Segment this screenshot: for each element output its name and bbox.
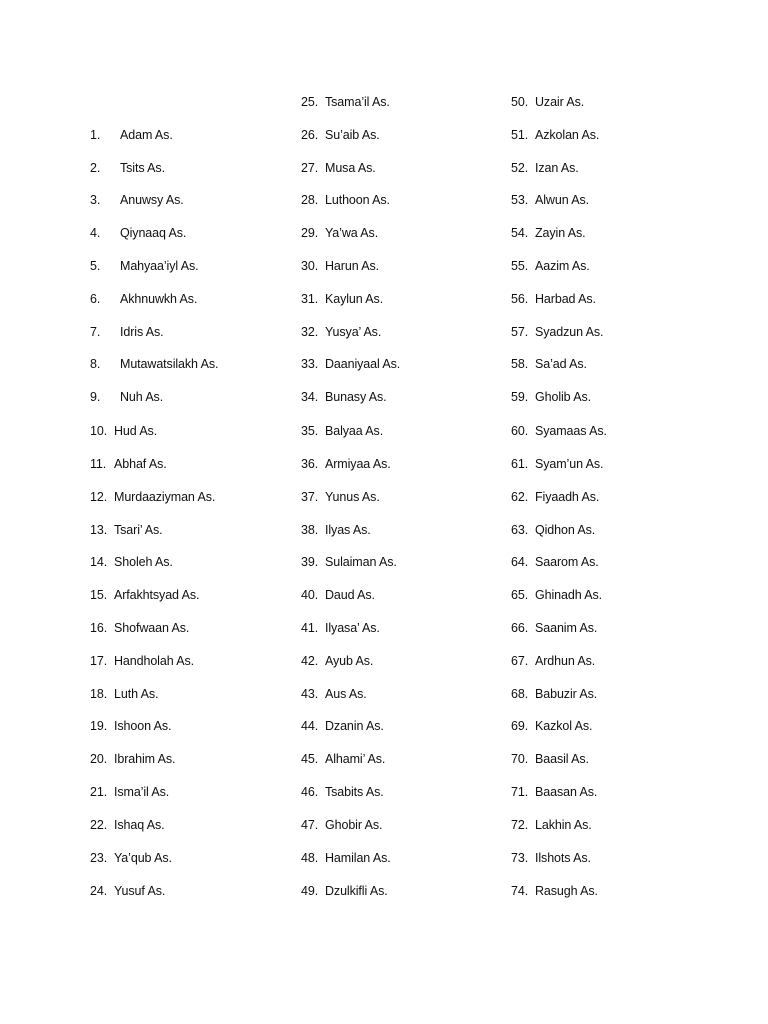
item-name: Anuwsy As. <box>120 193 184 207</box>
list-item <box>511 356 587 372</box>
list-item <box>90 817 165 833</box>
item-number: 10. <box>90 424 108 438</box>
item-name: Kazkol As. <box>535 719 593 733</box>
item-name: Ya’qub As. <box>114 851 172 865</box>
item-name: Dzulkifli As. <box>325 884 388 898</box>
list-item <box>301 389 387 405</box>
item-number: 39. <box>301 555 319 569</box>
list-item <box>90 225 186 241</box>
item-name: Musa As. <box>325 161 376 175</box>
item-number: 44. <box>301 719 319 733</box>
item-number: 12. <box>90 490 108 504</box>
item-name: Akhnuwkh As. <box>120 292 198 306</box>
list-item <box>511 225 586 241</box>
item-name: Ilshots As. <box>535 851 591 865</box>
item-number: 70. <box>511 752 529 766</box>
item-number: 62. <box>511 490 529 504</box>
item-number: 49. <box>301 884 319 898</box>
item-name: Sholeh As. <box>114 555 173 569</box>
item-number: 24. <box>90 884 108 898</box>
list-item <box>90 258 199 274</box>
item-number: 38. <box>301 523 319 537</box>
list-item <box>90 751 175 767</box>
item-number: 46. <box>301 785 319 799</box>
list-item <box>301 94 390 110</box>
list-item <box>90 160 165 176</box>
list-item <box>301 883 388 899</box>
item-number: 17. <box>90 654 108 668</box>
list-item <box>511 389 591 405</box>
item-name: Yunus As. <box>325 490 380 504</box>
item-name: Qiynaaq As. <box>120 226 187 240</box>
item-number: 58. <box>511 357 529 371</box>
list-item <box>511 653 595 669</box>
item-number: 55. <box>511 259 529 273</box>
item-name: Luth As. <box>114 687 159 701</box>
list-item <box>90 291 197 307</box>
item-name: Ya’wa As. <box>325 226 379 240</box>
item-name: Aus As. <box>325 687 367 701</box>
list-item <box>90 423 157 439</box>
item-name: Saanim As. <box>535 621 598 635</box>
item-number: 21. <box>90 785 108 799</box>
item-name: Ghobir As. <box>325 818 383 832</box>
item-number: 30. <box>301 259 319 273</box>
list-item <box>511 817 592 833</box>
list-item <box>511 94 584 110</box>
list-item <box>511 291 596 307</box>
item-name: Tsari’ As. <box>114 523 163 537</box>
item-number: 74. <box>511 884 529 898</box>
list-item <box>511 554 599 570</box>
item-name: Alwun As. <box>535 193 589 207</box>
list-item <box>301 192 390 208</box>
list-item <box>301 850 391 866</box>
list-item <box>301 554 397 570</box>
item-name: Dzanin As. <box>325 719 384 733</box>
list-item <box>90 620 189 636</box>
item-name: Yusya’ As. <box>325 325 382 339</box>
list-item <box>511 522 595 538</box>
list-item <box>511 192 589 208</box>
item-number: 59. <box>511 390 529 404</box>
item-number: 63. <box>511 523 529 537</box>
list-item <box>90 324 164 340</box>
list-item <box>90 127 173 143</box>
item-name: Rasugh As. <box>535 884 598 898</box>
item-number: 25. <box>301 95 319 109</box>
item-number: 23. <box>90 851 108 865</box>
list-item <box>511 850 591 866</box>
item-number: 73. <box>511 851 529 865</box>
item-number: 19. <box>90 719 108 733</box>
list-item <box>90 389 163 405</box>
item-number: 29. <box>301 226 319 240</box>
list-item <box>511 587 602 603</box>
list-item <box>301 356 400 372</box>
list-item <box>511 127 599 143</box>
item-name: Lakhin As. <box>535 818 592 832</box>
item-name: Syamaas As. <box>535 424 607 438</box>
item-number: 11. <box>90 457 107 471</box>
item-name: Yusuf As. <box>114 884 166 898</box>
item-number: 15. <box>90 588 108 602</box>
list-item <box>511 883 598 899</box>
item-number: 66. <box>511 621 529 635</box>
item-number: 35. <box>301 424 319 438</box>
item-name: Tsama’il As. <box>325 95 390 109</box>
list-item <box>511 784 597 800</box>
item-name: Hud As. <box>114 424 158 438</box>
list-item <box>301 160 376 176</box>
item-name: Azkolan As. <box>535 128 600 142</box>
item-name: Armiyaa As. <box>325 457 391 471</box>
item-name: Mutawatsilakh As. <box>120 357 219 371</box>
list-item <box>301 291 383 307</box>
item-number: 72. <box>511 818 529 832</box>
item-name: Nuh As. <box>120 390 164 404</box>
list-item <box>511 686 597 702</box>
item-name: Ishoon As. <box>114 719 172 733</box>
item-number: 34. <box>301 390 319 404</box>
list-item <box>301 751 385 767</box>
item-number: 4. <box>90 226 101 240</box>
item-number: 69. <box>511 719 529 733</box>
list-item <box>90 522 163 538</box>
item-number: 48. <box>301 851 319 865</box>
list-item <box>90 784 169 800</box>
list-item <box>90 554 173 570</box>
list-item <box>301 784 384 800</box>
list-item <box>90 718 171 734</box>
item-number: 52. <box>511 161 529 175</box>
item-name: Sulaiman As. <box>325 555 397 569</box>
list-item <box>301 456 391 472</box>
list-item <box>90 653 194 669</box>
item-name: Alhami’ As. <box>325 752 386 766</box>
item-name: Bunasy As. <box>325 390 387 404</box>
list-item <box>511 620 597 636</box>
item-number: 8. <box>90 357 101 371</box>
list-item <box>511 258 590 274</box>
item-number: 1. <box>90 128 101 142</box>
item-name: Fiyaadh As. <box>535 490 600 504</box>
item-number: 13. <box>90 523 108 537</box>
item-number: 60. <box>511 424 529 438</box>
item-name: Tsits As. <box>120 161 165 175</box>
item-number: 33. <box>301 357 319 371</box>
list-item <box>301 489 380 505</box>
item-number: 56. <box>511 292 529 306</box>
item-name: Baasil As. <box>535 752 589 766</box>
item-number: 3. <box>90 193 101 207</box>
item-name: Daaniyaal As. <box>325 357 401 371</box>
item-name: Uzair As. <box>535 95 585 109</box>
item-name: Hamilan As. <box>325 851 391 865</box>
item-number: 14. <box>90 555 108 569</box>
item-name: Syadzun As. <box>535 325 604 339</box>
list-item <box>301 620 380 636</box>
item-name: Daud As. <box>325 588 375 602</box>
item-number: 36. <box>301 457 319 471</box>
list-item <box>511 160 579 176</box>
item-name: Shofwaan As. <box>114 621 190 635</box>
list-item <box>301 423 383 439</box>
item-number: 50. <box>511 95 529 109</box>
list-item <box>301 686 367 702</box>
item-name: Abhaf As. <box>114 457 167 471</box>
item-number: 41. <box>301 621 319 635</box>
list-item <box>301 817 382 833</box>
item-name: Ilyas As. <box>325 523 371 537</box>
item-name: Ghinadh As. <box>535 588 603 602</box>
item-name: Tsabits As. <box>325 785 384 799</box>
item-name: Aazim As. <box>535 259 590 273</box>
item-number: 65. <box>511 588 529 602</box>
item-name: Arfakhtsyad As. <box>114 588 200 602</box>
list-item <box>90 686 158 702</box>
item-number: 51. <box>511 128 529 142</box>
list-item <box>90 489 215 505</box>
list-item <box>90 356 218 372</box>
item-number: 16. <box>90 621 108 635</box>
item-number: 40. <box>301 588 319 602</box>
item-name: Mahyaa’iyl As. <box>120 259 199 273</box>
item-number: 47. <box>301 818 319 832</box>
list-item <box>301 225 378 241</box>
item-name: Baasan As. <box>535 785 598 799</box>
list-item <box>90 456 167 472</box>
item-name: Kaylun As. <box>325 292 384 306</box>
item-name: Ardhun As. <box>535 654 596 668</box>
item-name: Saarom As. <box>535 555 599 569</box>
list-item <box>301 718 384 734</box>
list-item <box>301 324 381 340</box>
list-item <box>511 324 603 340</box>
item-number: 71. <box>511 785 529 799</box>
item-number: 37. <box>301 490 319 504</box>
item-number: 43. <box>301 687 319 701</box>
list-item <box>90 587 199 603</box>
item-name: Harbad As. <box>535 292 596 306</box>
item-number: 5. <box>90 259 101 273</box>
item-number: 32. <box>301 325 319 339</box>
list-item <box>511 489 599 505</box>
item-name: Ilyasa’ As. <box>325 621 380 635</box>
item-number: 18. <box>90 687 108 701</box>
item-number: 42. <box>301 654 319 668</box>
item-name: Sa’ad As. <box>535 357 587 371</box>
item-number: 26. <box>301 128 319 142</box>
item-name: Luthoon As. <box>325 193 390 207</box>
item-name: Qidhon As. <box>535 523 596 537</box>
item-name: Idris As. <box>120 325 164 339</box>
list-item <box>511 423 607 439</box>
item-name: Ayub As. <box>325 654 374 668</box>
list-item <box>301 258 379 274</box>
item-number: 6. <box>90 292 101 306</box>
list-item <box>90 192 184 208</box>
item-number: 22. <box>90 818 108 832</box>
item-number: 2. <box>90 161 101 175</box>
list-item <box>90 850 172 866</box>
item-number: 54. <box>511 226 529 240</box>
list-item <box>511 751 589 767</box>
list-item <box>301 653 373 669</box>
item-number: 53. <box>511 193 529 207</box>
item-number: 31. <box>301 292 319 306</box>
item-number: 64. <box>511 555 529 569</box>
item-name: Zayin As. <box>535 226 586 240</box>
item-number: 7. <box>90 325 101 339</box>
list-item <box>301 587 375 603</box>
item-number: 68. <box>511 687 529 701</box>
item-number: 9. <box>90 390 101 404</box>
item-name: Babuzir As. <box>535 687 598 701</box>
item-name: Syam’un As. <box>535 457 604 471</box>
item-name: Ibrahim As. <box>114 752 176 766</box>
item-name: Izan As. <box>535 161 579 175</box>
item-name: Isma’il As. <box>114 785 170 799</box>
item-name: Balyaa As. <box>325 424 384 438</box>
item-number: 57. <box>511 325 529 339</box>
item-number: 27. <box>301 161 319 175</box>
list-item <box>511 718 592 734</box>
item-name: Murdaaziyman As. <box>114 490 216 504</box>
list-item <box>90 883 165 899</box>
list-item <box>301 127 380 143</box>
item-name: Gholib As. <box>535 390 591 404</box>
item-name: Ishaq As. <box>114 818 165 832</box>
list-item <box>301 522 371 538</box>
item-name: Harun As. <box>325 259 379 273</box>
item-number: 61. <box>511 457 529 471</box>
item-number: 20. <box>90 752 108 766</box>
item-number: 28. <box>301 193 319 207</box>
item-name: Adam As. <box>120 128 173 142</box>
list-item <box>511 456 603 472</box>
item-name: Su’aib As. <box>325 128 380 142</box>
item-name: Handholah As. <box>114 654 195 668</box>
item-number: 45. <box>301 752 319 766</box>
item-number: 67. <box>511 654 529 668</box>
